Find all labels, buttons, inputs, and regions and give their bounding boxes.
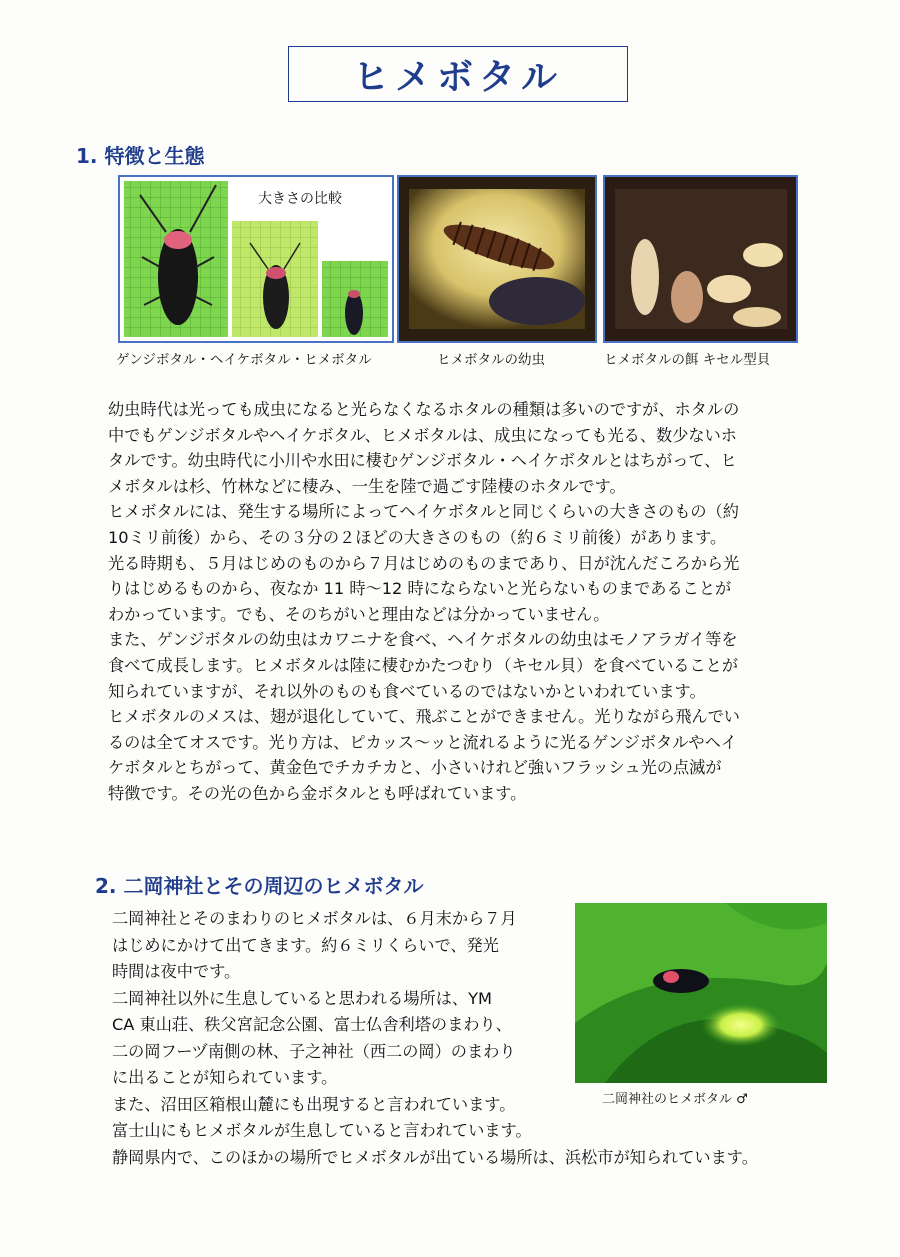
s1-line-8: りはじめるものから、夜なか 11 時～12 時にならないと光らないものまであることが <box>108 579 732 599</box>
s2-line-4: 二岡神社以外に生息していると思われる場所は、YM <box>112 988 492 1008</box>
larva-photo <box>397 175 597 343</box>
s1-line-16: 特徴です。その光の色から金ボタルとも呼ばれています。 <box>108 783 527 803</box>
s1-line-12: 知られていますが、それ以外のものも食べているのではないかといわれています。 <box>108 681 706 701</box>
s1-line-2: 中でもゲンジボタルやヘイケボタル、ヒメボタルは、成虫になっても光る、数少ないホ <box>108 425 737 445</box>
s2-line-6: 二の岡フーヅ南側の林、子之神社（西二の岡）のまわり <box>112 1041 516 1061</box>
s1-line-4: メボタルは杉、竹林などに棲み、一生を陸で過ごす陸棲のホタルです。 <box>108 476 626 496</box>
s2-line-8: また、沼田区箱根山麓にも出現すると言われています。 <box>112 1094 516 1114</box>
s1-line-7: 光る時期も、５月はじめのものから７月はじめのものまであり、日が沈んだころから光 <box>108 553 740 573</box>
s2-line-9: 富士山にもヒメボタルが生息していると言われています。 <box>112 1121 532 1140</box>
s2-line-10: 静岡県内で、このほかの場所でヒメボタルが出ている場所は、浜松市が知られています。 <box>112 1147 758 1167</box>
s2-line-7: に出ることが知られています。 <box>112 1068 338 1087</box>
size-comparison-graphic <box>120 177 392 341</box>
s1-line-13: ヒメボタルのメスは、翅が退化していて、飛ぶことができません。光りながら飛んでい <box>108 707 740 727</box>
snail-graphic <box>605 177 796 341</box>
s1-line-14: るのは全てオスです。光り方は、ピカッス～ッと流れるように光るゲンジボタルやヘイ <box>108 732 737 752</box>
s1-line-10: また、ゲンジボタルの幼虫はカワニナを食べ、ヘイケボタルの幼虫はモノアラガイ等を <box>108 630 738 650</box>
compare-label: 大きさの比較 <box>258 191 342 207</box>
caption-snail: ヒメボタルの餌 キセル型貝 <box>604 352 771 368</box>
s1-line-6: 10ミリ前後）から、その３分の２ほどの大きさのもの（約６ミリ前後）があります。 <box>108 527 727 547</box>
section1-body <box>108 397 740 807</box>
section1-heading: 1. 特徴と生態 <box>76 144 205 168</box>
size-comparison-photo <box>118 175 394 343</box>
s1-line-9: わかっています。でも、そのちがいと理由などは分かっていません。 <box>108 604 610 624</box>
s1-line-5: ヒメボタルには、発生する場所によってヘイケボタルと同じくらいの大きさのもの（約 <box>108 502 739 522</box>
shrine-firefly-graphic <box>575 903 827 1083</box>
shrine-photo-caption: 二岡神社のヒメボタル ♂ <box>602 1092 748 1107</box>
s2-line-2: はじめにかけて出てきます。約６ミリくらいで、発光 <box>112 935 499 955</box>
snail-photo <box>603 175 798 343</box>
larva-graphic <box>399 177 595 341</box>
s1-line-1: 幼虫時代は光っても成虫になると光らなくなるホタルの種類は多いのですが、ホタルの <box>108 400 740 419</box>
s2-line-5: CA 東山荘、秩父宮記念公園、富士仏舎利塔のまわり、 <box>112 1015 512 1034</box>
caption-size-comparison: ゲンジボタル・ヘイケボタル・ヒメボタル <box>116 352 372 368</box>
page-title: ヒメボタル <box>352 56 563 98</box>
s2-line-1: 二岡神社とそのまわりのヒメボタルは、６月末から７月 <box>112 909 517 928</box>
title-box <box>288 46 628 102</box>
caption-larva: ヒメボタルの幼虫 <box>437 352 545 368</box>
s1-line-15: ケボタルとちがって、黄金色でチカチカと、小さいけれど強いフラッシュ光の点滅が <box>108 758 722 778</box>
shrine-firefly-photo <box>575 903 827 1083</box>
s1-line-11: 食べて成長します。ヒメボタルは陸に棲むかたつむり（キセル貝）を食べていることが <box>108 655 739 675</box>
s2-line-3: 時間は夜中です。 <box>112 962 241 981</box>
section2-heading: 2. 二岡神社とその周辺のヒメボタル <box>95 874 424 898</box>
s1-line-3: タルです。幼虫時代に小川や水田に棲むゲンジボタル・ヘイケボタルとはちがって、ヒ <box>108 451 737 471</box>
